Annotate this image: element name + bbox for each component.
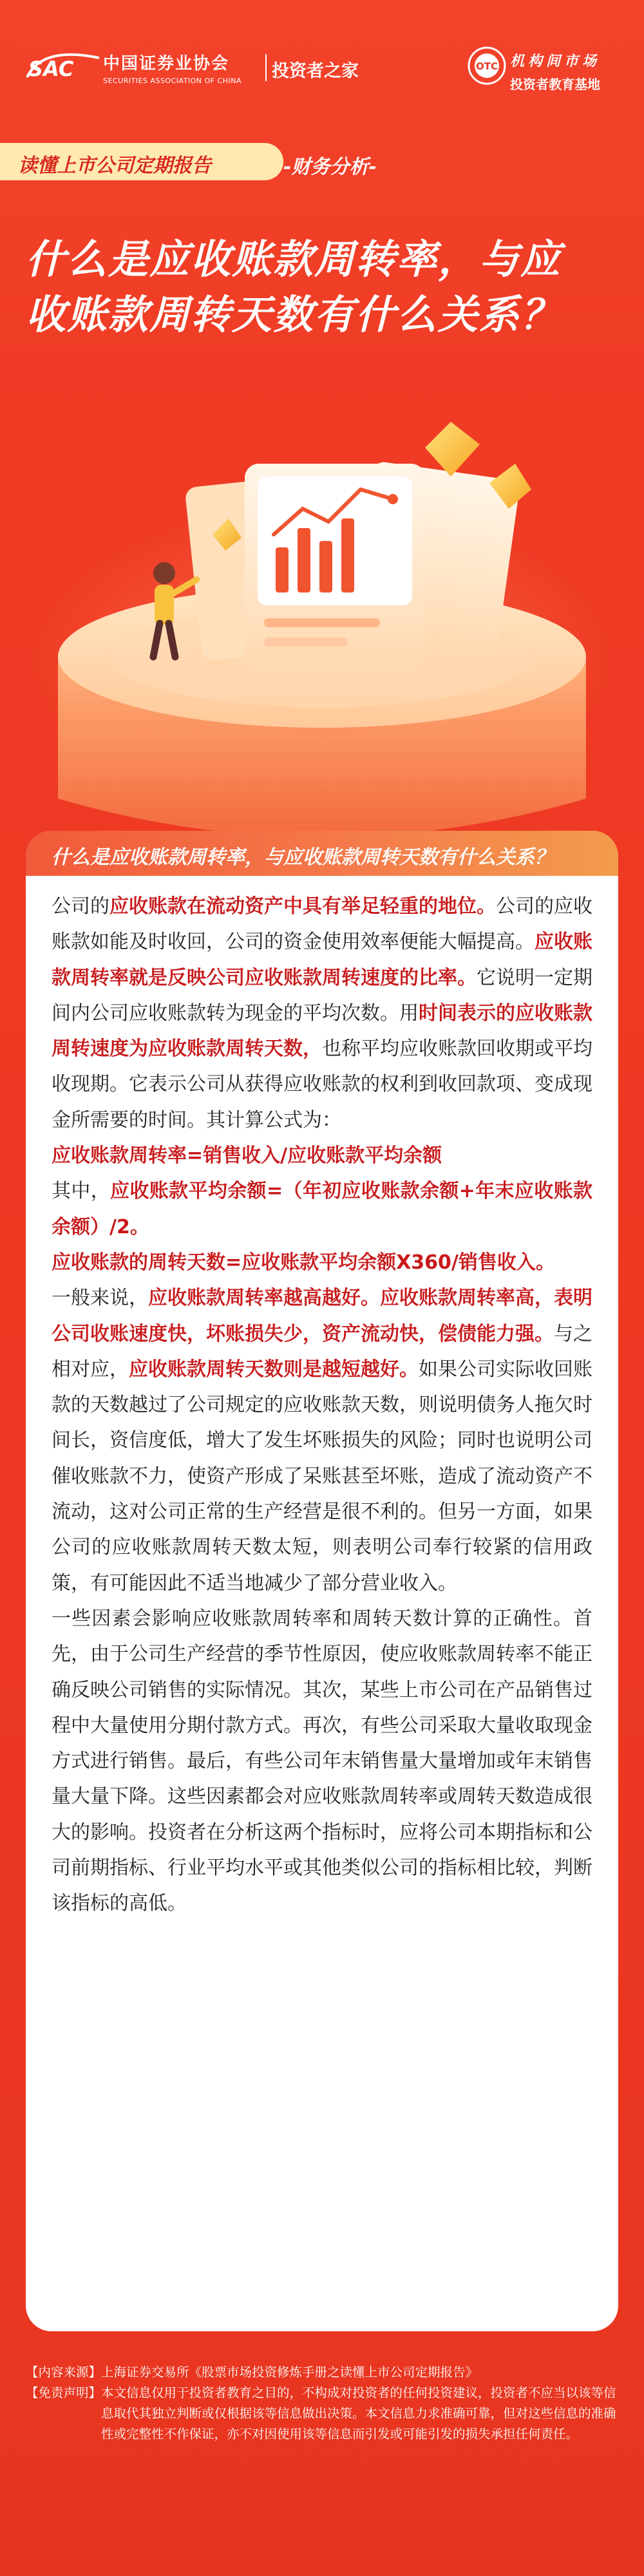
footer [26,2362,618,2445]
footer-source [26,2362,618,2383]
content-card-title: 什么是应收账款周转率，与应收账款周转天数有什么关系？ [52,846,554,869]
report-illustration [0,386,644,850]
text-segment: 其中， [52,1180,111,1203]
footer-disclaimer-value: 本文信息仅用于投资者教育之目的，不构成对投资者的任何投资建议，投资者不应当以该等信息取代其独立判断或仅根据该等信息做出决策。本文信息力求准确可靠，但对这些信息的准确性或完整性不作保证，亦不对因使用该等信息而引发或可能引发的损失承担任何责任。 [101,2385,616,2441]
text-segment: 它说明一定期间内公司应收账款转为现金的平均次数。用 [52,966,592,1025]
page-title-line1: 什么是应收账款周转率，与应 [26,236,562,283]
highlight-text: 应收账款周转率就是反映公司应收账款周转速度的比率。 [52,931,592,989]
investor-home-label: 投资者之家 [272,61,359,81]
page-title [26,232,618,343]
chart-bar-2 [298,528,310,592]
page-title-line2: 收账款周转天数有什么关系？ [26,291,562,338]
sac-name-en: SECURITIES ASSOCIATION OF CHINA [103,77,242,85]
gold-gem-1 [425,422,480,477]
formula-turnover-days: 应收账款的周转天数=应收账款平均余额X360/销售收入。 [52,1251,555,1274]
text-segment: 一般来说， [52,1287,148,1310]
document-line-1 [264,618,380,627]
chart-bar-3 [319,541,332,592]
header [0,0,644,129]
sac-logo-icon [24,52,102,81]
text-segment: 与之相对应， [52,1322,592,1381]
text-segment: 如果公司实际收回账款的天数越过了公司规定的应收账款天数，则说明债务人拖欠时间长，资信度低，增大了发生坏账损失的风险；同时也说明公司催收账款不力，使资产形成了呆账甚至坏账，造成了流动资产不流动，这对公司正常的生产经营是很不利的。但另一方面，如果公司的应收账款周转天数太短，则表明公司奉行较紧的信用政策，有可能因此不适当地减少了部分营业收入。 [52,1358,592,1595]
article-body [52,889,592,1922]
header-divider [265,54,267,81]
otc-name [510,50,600,93]
paragraph-3 [52,1280,592,1601]
sac-logo-text: SAC [28,57,74,81]
footer-source-value: 上海证券交易所《股票市场投资修炼手册之读懂上市公司定期报告》 [101,2365,478,2380]
otc-logo-text: OTC [476,61,498,72]
chart-bar-4 [341,518,354,592]
otc-line1: 机构间市场 [510,53,601,70]
highlight-text: 应收账款在流动资产中具有举足轻重的地位。 [109,895,496,918]
paragraph-2 [52,1173,592,1245]
chart-trend-dot [388,494,398,504]
series-banner-label: 读懂上市公司定期报告 [18,155,211,177]
footer-source-label: 【内容来源】 [26,2365,102,2380]
otc-line2: 投资者教育基地 [510,77,600,92]
sac-name-cn: 中国证券业协会 [103,54,230,73]
document-line-2 [264,638,348,647]
text-segment: 公司的 [52,895,109,918]
otc-logo-icon [466,45,507,86]
text-segment: 也称平均应收账款回收期或平均收现期。它表示公司从获得应收账款的权利到收回款项、变成现金所需要的时间。其计算公式为： [52,1037,592,1132]
paragraph-1 [52,889,592,1138]
formula-turnover-rate: 应收账款周转率=销售收入/应收账款平均余额 [52,1144,442,1168]
footer-disclaimer [26,2383,618,2445]
series-banner-sub: -财务分析- [283,156,377,178]
chart-bar-1 [276,547,289,592]
highlight-text: 应收账款周转率越高越好。应收账款周转率高，表明公司收账速度快，坏账损失少，资产流动快，偿债能力强。 [52,1287,592,1345]
paragraph-4: 一些因素会影响应收账款周转率和周转天数计算的正确性。首先，由于公司生产经营的季节性原因，使应收账款周转率不能正确反映公司销售的实际情况。其次，某些上市公司在产品销售过程中大量使用分期付款方式。再次，有些公司采取大量收取现金方式进行销售。最后，有些公司年末销售量大量增加或年末销售量大量下降。这些因素都会对应收账款周转率或周转天数造成很大的影响。投资者在分析这两个指标时，应将公司本期指标和公司前期指标、行业平均水平或其他类似公司的指标相比较，判断该指标的高低。 [52,1607,592,1915]
footer-disclaimer-label: 【免责声明】 [26,2385,102,2400]
highlight-text: 应收账款平均余额=（年初应收账款余额+年末应收账款余额）/2。 [52,1180,593,1238]
highlight-text: 应收账款周转天数则是越短越好。 [129,1358,419,1381]
sac-name [103,50,242,85]
text-segment: 公司的应收账款如能及时收回，公司的资金使用效率便能大幅提高。 [52,895,592,954]
highlight-text: 时间表示的应收账款周转速度为应收账款周转天数， [52,1001,592,1061]
